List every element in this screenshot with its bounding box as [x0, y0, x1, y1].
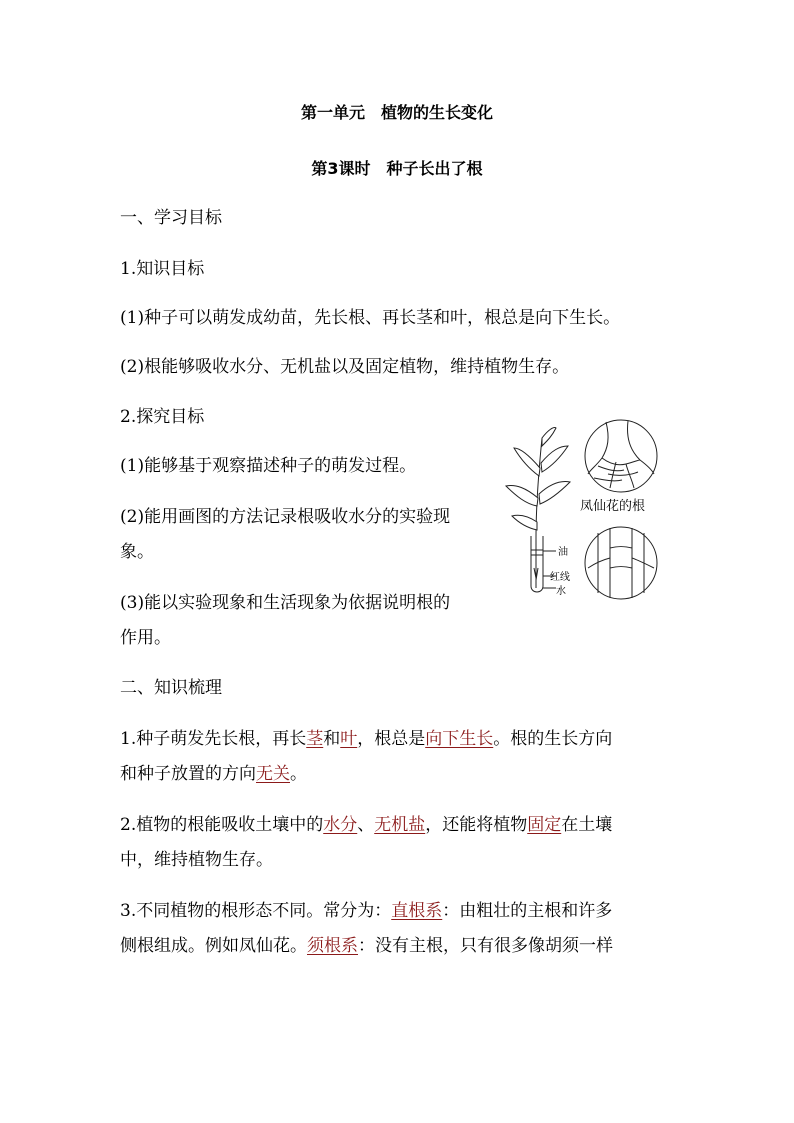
answer-fibrous-root: 须根系: [307, 936, 358, 956]
text: 3.不同植物的根形态不同。常分为：: [120, 901, 392, 921]
leaf-right-2: [539, 482, 570, 505]
knowledge-goal-heading: 1.知识目标: [120, 259, 205, 279]
text: 。根的生长方向: [493, 729, 613, 749]
answer-minerals: 无机盐: [374, 815, 426, 835]
magnified-root-circle-top: [585, 420, 657, 492]
review-point-2-line1: [120, 814, 612, 836]
text: 和种子放置的方向: [120, 764, 256, 784]
leaf-right-1: [541, 446, 568, 472]
answer-taproot: 直根系: [391, 901, 443, 921]
section-heading-objectives: 一、学习目标: [120, 208, 222, 228]
unit-title: 第一单元 植物的生长变化: [300, 103, 493, 122]
label-red-thread: 红线: [550, 572, 570, 583]
leaf-left-1: [514, 448, 540, 476]
knowledge-goal-1: (1)种子可以萌发成幼苗，先长根、再长茎和叶，根总是向下生长。: [120, 308, 621, 328]
text: 在土壤: [561, 815, 613, 835]
answer-water: 水分: [323, 815, 358, 835]
leaf-left-2: [506, 486, 538, 507]
answer-stem: 茎: [306, 729, 324, 749]
inquiry-goal-3-line2: 作用。: [120, 628, 171, 648]
inquiry-goal-2-line2: 象。: [120, 542, 154, 562]
text: ，根总是: [357, 729, 426, 749]
answer-unrelated: 无关: [256, 764, 290, 784]
inquiry-goal-2-line1: (2)能用画图的方法记录根吸收水分的实验现: [120, 507, 451, 527]
review-point-1-line2: [120, 763, 307, 785]
answer-fix: 固定: [527, 815, 562, 835]
test-tube: [531, 536, 543, 592]
text: ，还能将植物: [425, 815, 528, 835]
knowledge-goal-2: (2)根能够吸收水分、无机盐以及固定植物，维持植物生存。: [120, 357, 570, 377]
answer-grow-downward: 向下生长: [425, 729, 494, 749]
label-oil: 油: [558, 547, 568, 558]
text: ：没有主根，只有很多像胡须一样: [358, 936, 613, 956]
review-point-2-line2: 中，维持植物生存。: [120, 850, 273, 870]
text: 侧根组成。例如凤仙花。: [120, 936, 307, 956]
section-heading-review: 二、知识梳理: [120, 678, 222, 698]
plant-root: [534, 538, 538, 588]
text: ：由粗壮的主根和许多: [442, 901, 613, 921]
answer-leaf: 叶: [340, 729, 358, 749]
label-water: 水: [556, 586, 566, 597]
review-point-3-line2: [120, 935, 613, 957]
text: 、: [357, 815, 375, 835]
text: 。: [290, 764, 307, 784]
inquiry-goal-3-line1: (3)能以实验现象和生活现象为依据说明根的: [120, 593, 451, 613]
review-point-1-line1: [120, 728, 612, 750]
text: 1.种子萌发先长根，再长: [120, 729, 307, 749]
review-point-3-line1: [120, 900, 612, 922]
lesson-title: 第3课时 种子长出了根: [311, 159, 483, 178]
leaf-left-3: [512, 515, 537, 530]
balsam-root-figure: [498, 418, 678, 603]
text: 2.植物的根能吸收土壤中的: [120, 815, 324, 835]
text: 和: [323, 729, 341, 749]
leaf-top: [542, 427, 556, 446]
inquiry-goal-heading: 2.探究目标: [120, 407, 205, 427]
figure-caption: 凤仙花的根: [580, 499, 646, 514]
inquiry-goal-1: (1)能够基于观察描述种子的萌发过程。: [120, 456, 417, 476]
